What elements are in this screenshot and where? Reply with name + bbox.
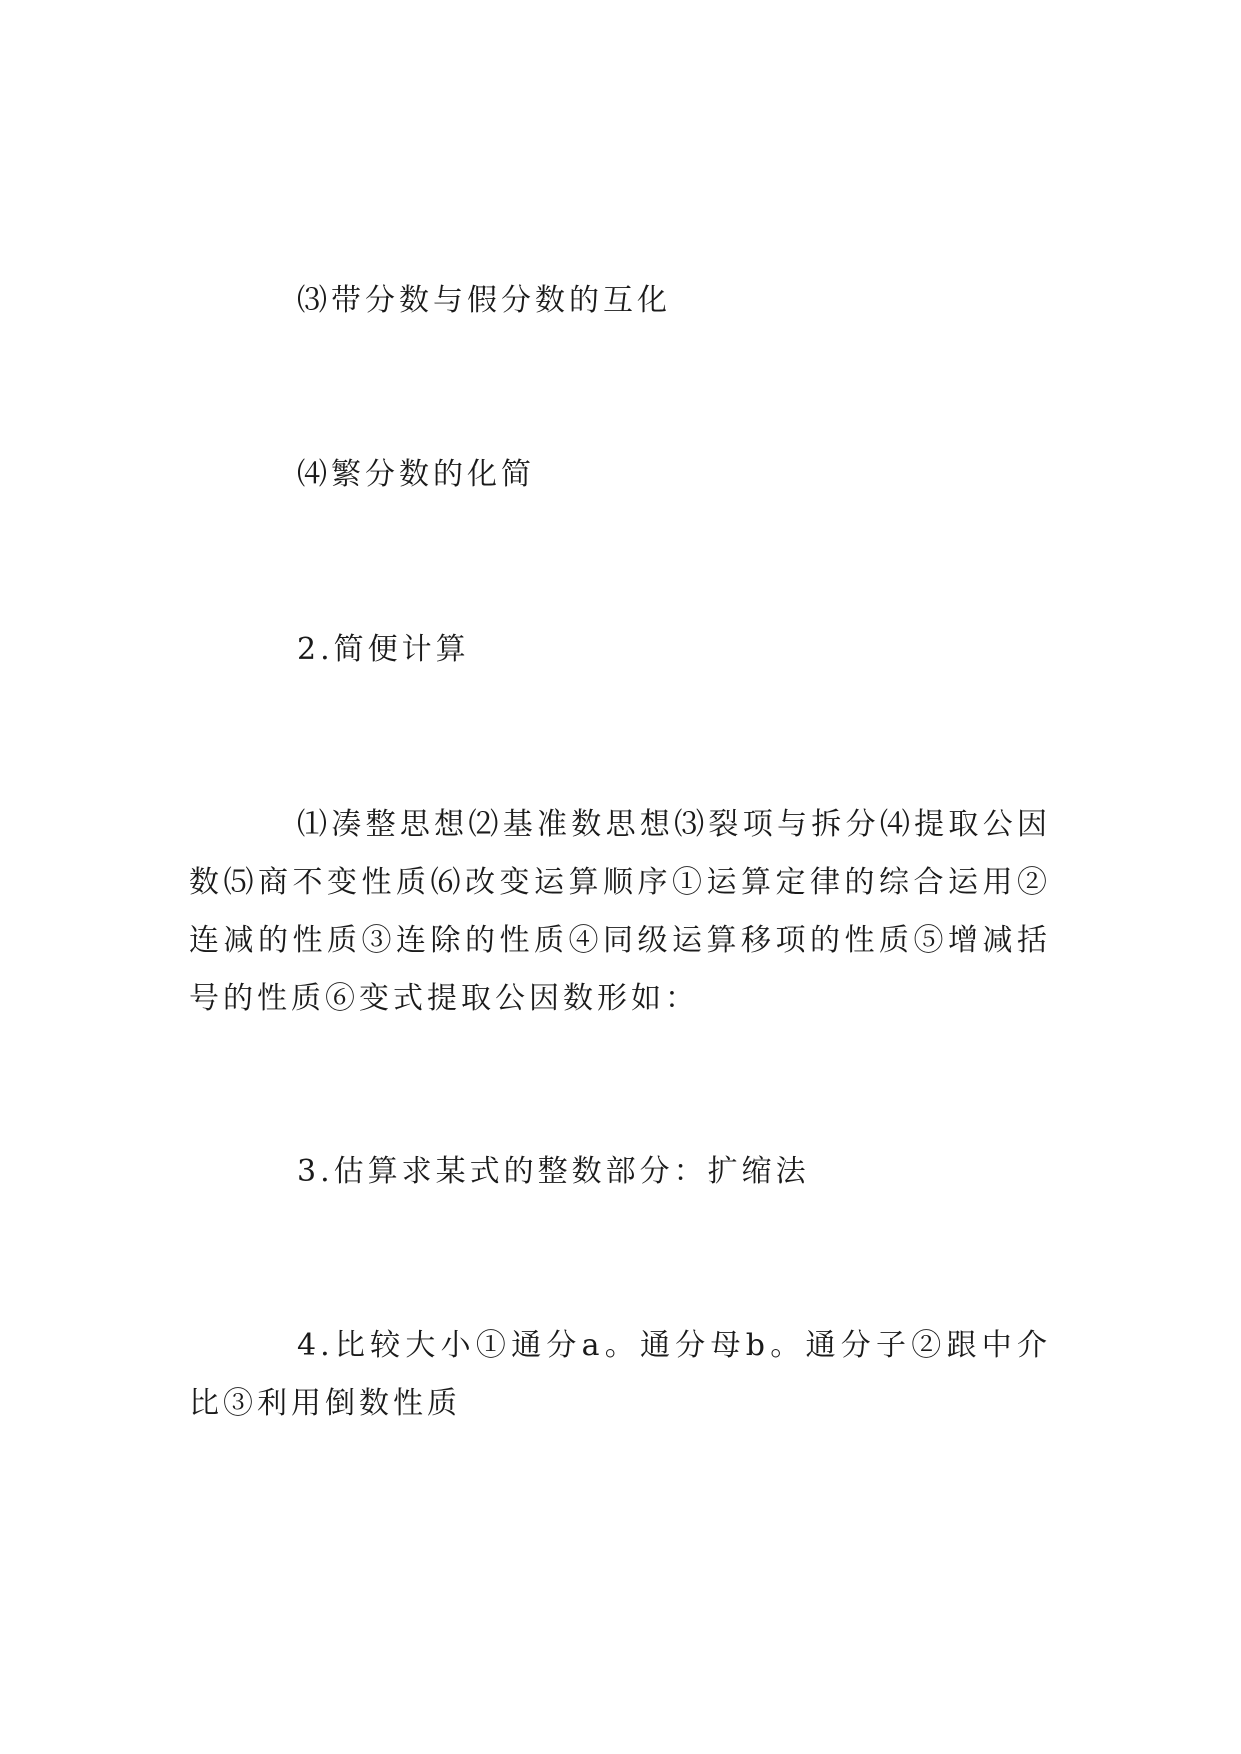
- heading-simplified-calculation: 2.简便计算: [297, 632, 470, 667]
- heading-compare-size: 4.比较大小①通分a。通分母b。通分子②跟中介比③利用倒数性质: [189, 1328, 1051, 1421]
- paragraph-mixed-improper-fraction-conversion: ⑶带分数与假分数的互化: [297, 283, 671, 318]
- heading-estimation-integer-part: 3.估算求某式的整数部分：扩缩法: [297, 1154, 810, 1189]
- paragraph-calculation-methods: ⑴凑整思想⑵基准数思想⑶裂项与拆分⑷提取公因数⑸商不变性质⑹改变运算顺序①运算定律的综合运用②连减的性质③连除的性质④同级运算移项的性质⑤增减括号的性质⑥变式提取公因数形如：: [189, 807, 1051, 1016]
- paragraph-complex-fraction-simplification: ⑷繁分数的化简: [297, 457, 535, 492]
